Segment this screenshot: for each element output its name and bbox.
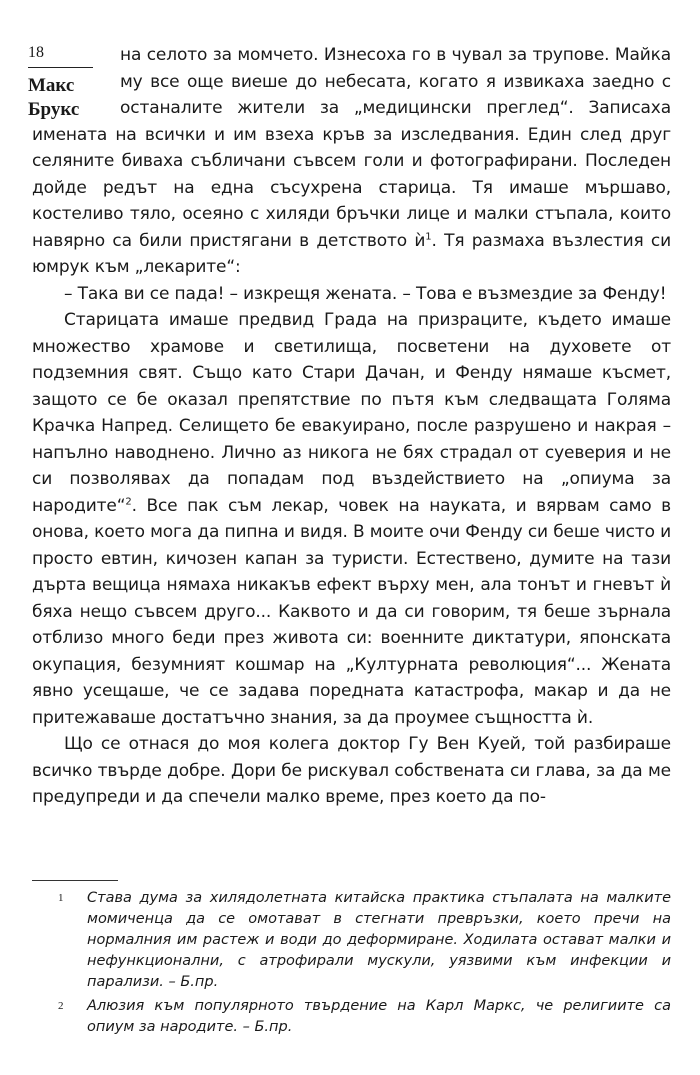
footnote-ref-2: 2 bbox=[125, 495, 132, 507]
footnote-ref-1: 1 bbox=[425, 230, 432, 242]
footnote-text: Алюзия към популярното твърдение на Карл Маркс, че религиите са опиум за народите. – Б.пр. bbox=[87, 998, 671, 1035]
paragraph-3: Старицата имаше предвид Града на призраците, където имаше множество храмове и светилища, посветени на духовете от подземния свят. Също като Стари Дачан, и Фенду нямаше късмет, защото се бе оказал препятствие по пътя към следващата Голяма Крачка Напред. Селището бе евакуирано, после разрушено и накрая – напълно наводнено. Лично аз никога не бях страдал от суеверия и не си позволявах да попадам под въздействието на „опиума за народите“$^2$. Все пак съм лекар, човек на науката, и вярвам само в онова, което мога да пипна и видя. В моите очи Фенду си беше чисто и просто евтин, кичозен капан за туристи. Естествено, думите на тази дърта вещица нямаха никакъв ефект върху мен, ала тонът и гневът ѝ бяха нещо съвсем друго... Каквото и да си говорим, тя беше зърнала отблизо много беди през живота си: военните диктатури, японската окупация, безумният кошмар на „Културната революция“... Жената явно усещаше, че се задава поредната катастрофа, макар и да не притежаваше достатъчно знания, за да проумее същността ѝ. bbox=[32, 310, 671, 728]
footnote-1 bbox=[32, 888, 671, 993]
footnote-2 bbox=[32, 996, 671, 1038]
main-text bbox=[32, 42, 671, 811]
footnote-number: 2 bbox=[58, 1000, 64, 1012]
paragraph-4: Що се отнася до моя колега доктор Гу Вен Куей, той разбираше всичко твърде добре. Дори бе рискувал собствената си глава, за да ме предупреди и да спечели малко време, през което да по- bbox=[32, 734, 671, 807]
page-number: 18 bbox=[28, 44, 93, 68]
footnote-divider bbox=[32, 880, 118, 881]
footnotes bbox=[32, 888, 671, 1041]
footnote-text: Става дума за хилядолетната китайска практика стъпалата на малките момиченца да се омотават в стегнати превръзки, което пречи на нормалния им растеж и води до деформиране. Ходилата остават малки и нефункционални, с атрофирали мускули, уязвими към инфекции и парализи. – Б.пр. bbox=[87, 890, 671, 990]
paragraph-1: на селото за момчето. Изнесоха го в чувал за трупове. Майка му все още виеше до небесата, когато я извикаха заедно с останалите жители за „медицински преглед“. Записаха имената на всички и им взеха кръв за изследвания. Един след друг селяните биваха събличани съвсем голи и фотографирани. Последен дойде редът на една съсухрена старица. Тя имаше мършаво, костеливо тяло, осеяно с хиляди бръчки лице и малки стъпала, които навярно са били пристягани в детството $ѝ^1$. Тя размаха възлестия си юмрук към „лекарите“: bbox=[32, 45, 671, 277]
footnote-number: 1 bbox=[58, 892, 64, 904]
header-spacer bbox=[32, 42, 118, 121]
paragraph-2: – Така ви се пада! – изкрещя жената. – Това е възмездие за Фенду! bbox=[64, 283, 667, 304]
author-name: Макс Брукс bbox=[28, 75, 80, 120]
